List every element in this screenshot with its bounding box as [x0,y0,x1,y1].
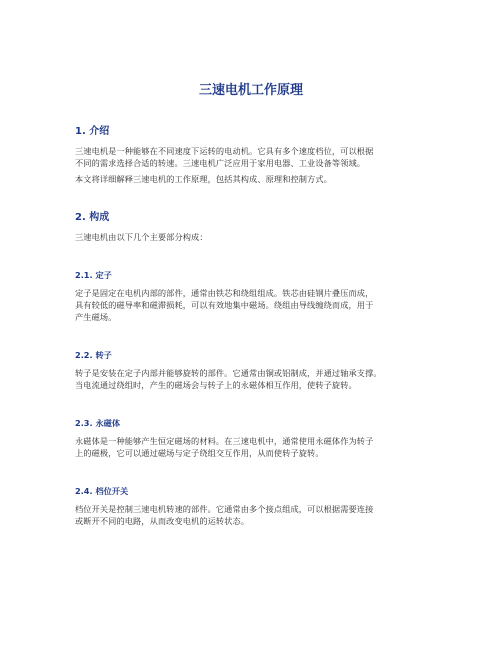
subsection-heading-rotor: 2.2. 转子 [75,350,112,360]
document-title: 三速电机工作原理 [198,83,303,98]
switch-paragraph-line: 或断开不同的电路，从而改变电机的运转状态。 [75,516,250,526]
switch-paragraph-line: 档位开关是控制三速电机转速的部件。它通常由多个接点组成，可以根据需要连接 [75,504,374,514]
rotor-paragraph-line: 当电流通过绕组时，产生的磁场会与转子上的永磁体相互作用，使转子旋转。 [75,380,357,390]
subsection-heading-magnet: 2.3. 永磁体 [75,418,121,428]
document-body [75,125,435,527]
stator-paragraph-line: 产生磁场。 [75,312,117,322]
stator-paragraph-line: 定子是固定在电机内部的部件，通常由铁芯和绕组组成。铁芯由硅钢片叠压而成， [75,288,374,298]
intro-paragraph: 本文将详细解释三速电机的工作原理，包括其构成、原理和控制方式。 [75,174,332,184]
section-heading-composition: 2. 构成 [75,212,110,223]
subsection-heading-stator: 2.1. 定子 [75,270,112,280]
stator-paragraph-line: 具有较低的磁导率和磁滞损耗，可以有效地集中磁场。绕组由导线缠绕而成，用于 [75,300,374,310]
intro-paragraph-line: 不同的需求选择合适的转速。三速电机广泛应用于家用电器、工业设备等领域。 [75,158,366,168]
magnet-paragraph-line: 永磁体是一种能够产生恒定磁场的材料。在三速电机中，通常使用永磁体作为转子 [75,436,374,446]
composition-paragraph: 三速电机由以下几个主要部分构成： [75,232,208,242]
subsection-heading-switch: 2.4. 档位开关 [75,486,129,496]
magnet-paragraph-line: 上的磁极，它可以通过磁场与定子绕组交互作用，从而使转子旋转。 [75,448,324,458]
rotor-paragraph-line: 转子是安装在定子内部并能够旋转的部件。它通常由铜或铝制成，并通过轴承支撑。 [75,368,382,378]
section-heading-intro: 1. 介绍 [75,126,110,137]
intro-paragraph-line: 三速电机是一种能够在不同速度下运转的电动机。它具有多个速度档位，可以根据 [75,146,374,156]
